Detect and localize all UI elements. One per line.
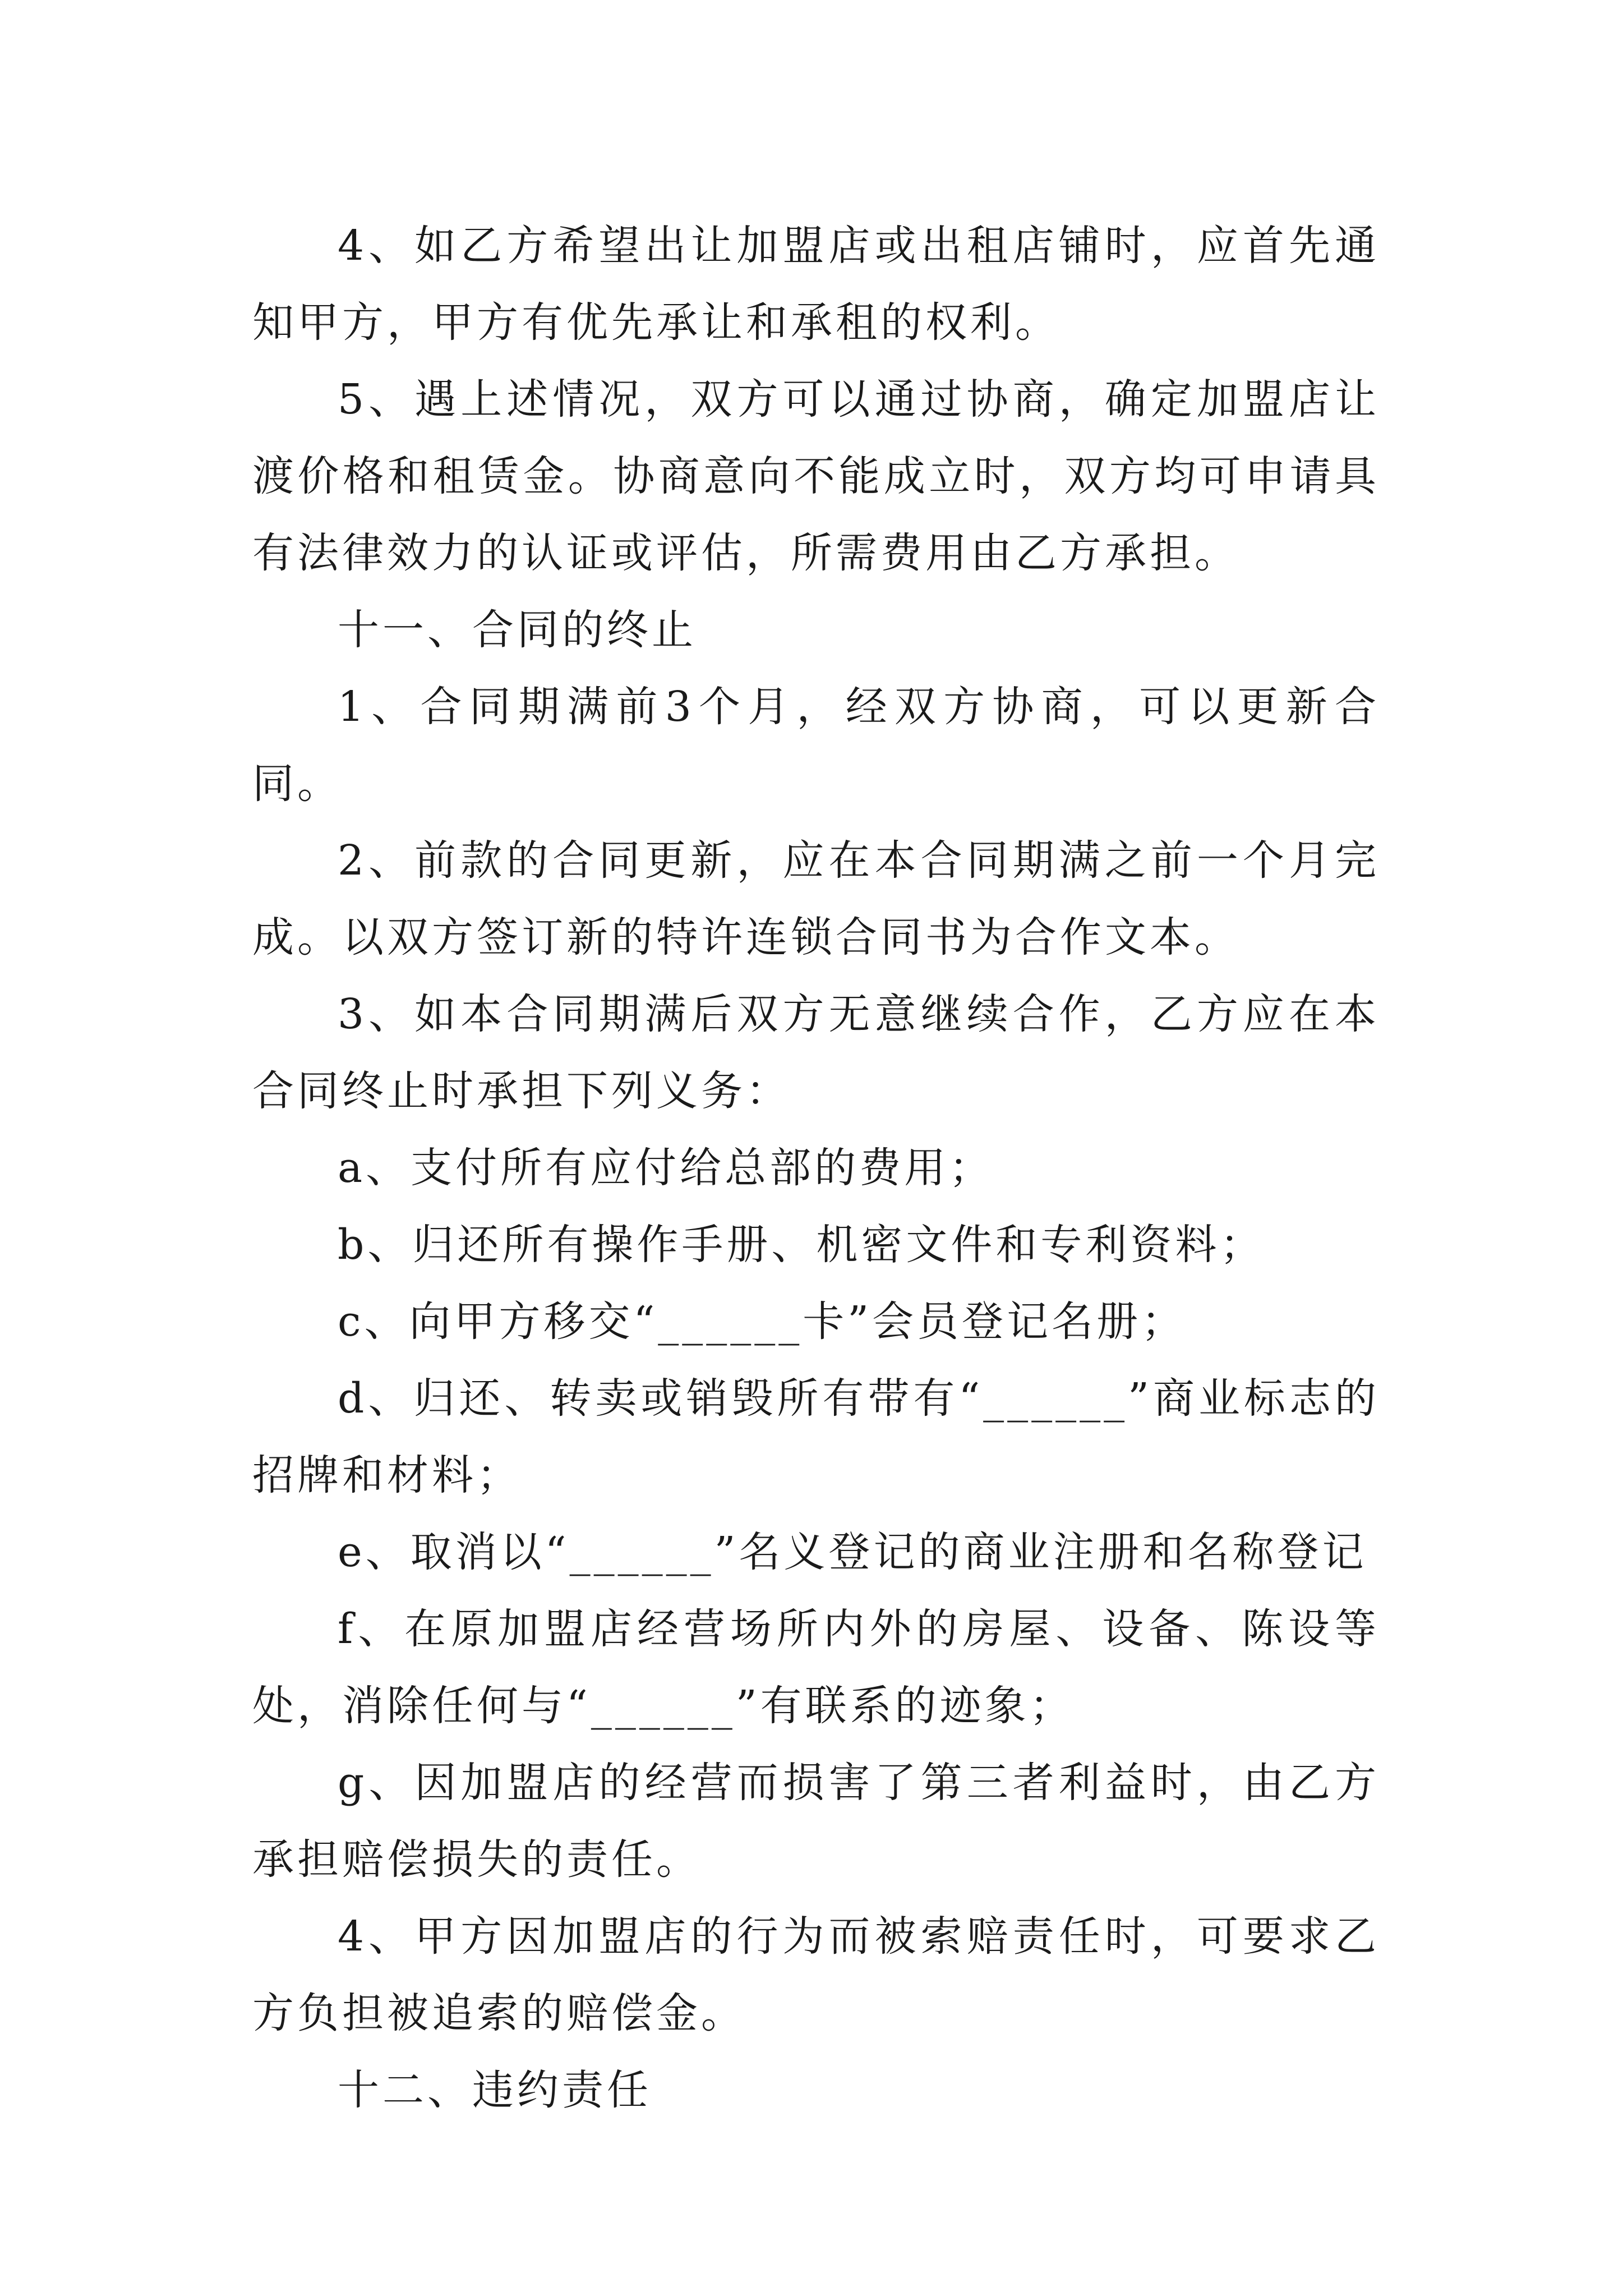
section-heading-termination: 十一、合同的终止 [338,606,697,654]
list-item-b: b、归还所有操作手册、机密文件和专利资料； [338,1221,1265,1269]
paragraph-termination-4: 4、甲方因加盟店的行为而被索赔责任时，可要求乙方负担被追索的赔偿金。 [252,1912,1380,2037]
paragraph-clause-5-negotiation: 5、遇上述情况，双方可以通过协商，确定加盟店让渡价格和租赁金。协商意向不能成立时，双方均可申请具有法律效力的认证或评估，所需费用由乙方承担。 [252,375,1380,577]
section-heading-liability: 十二、违约责任 [338,2066,652,2114]
paragraph-clause-4-transfer: 4、如乙方希望出让加盟店或出租店铺时，应首先通知甲方，甲方有优先承让和承租的权利。 [252,222,1380,347]
paragraph-termination-2: 2、前款的合同更新，应在本合同期满之前一个月完成。以双方签订新的特许连锁合同书为合作文本。 [252,836,1380,961]
document-body [252,208,1380,2129]
paragraph-termination-1: 1、合同期满前3个月，经双方协商，可以更新合同。 [252,683,1380,808]
list-item-a: a、支付所有应付给总部的费用； [338,1144,994,1192]
list-item-d: d、归还、转卖或销毁所有带有“______”商业标志的招牌和材料； [252,1374,1380,1499]
paragraph-termination-3: 3、如本合同期满后双方无意继续合作，乙方应在本合同终止时承担下列义务： [252,990,1380,1115]
list-item-e: e、取消以“______”名义登记的商业注册和名称登记 [338,1528,1367,1576]
list-item-c: c、向甲方移交“______卡”会员登记名册； [338,1297,1187,1346]
list-item-f: f、在原加盟店经营场所内外的房屋、设备、陈设等处，消除任何与“______”有联系的迹象； [252,1605,1380,1730]
list-item-g: g、因加盟店的经营而损害了第三者利益时，由乙方承担赔偿损失的责任。 [252,1759,1380,1884]
